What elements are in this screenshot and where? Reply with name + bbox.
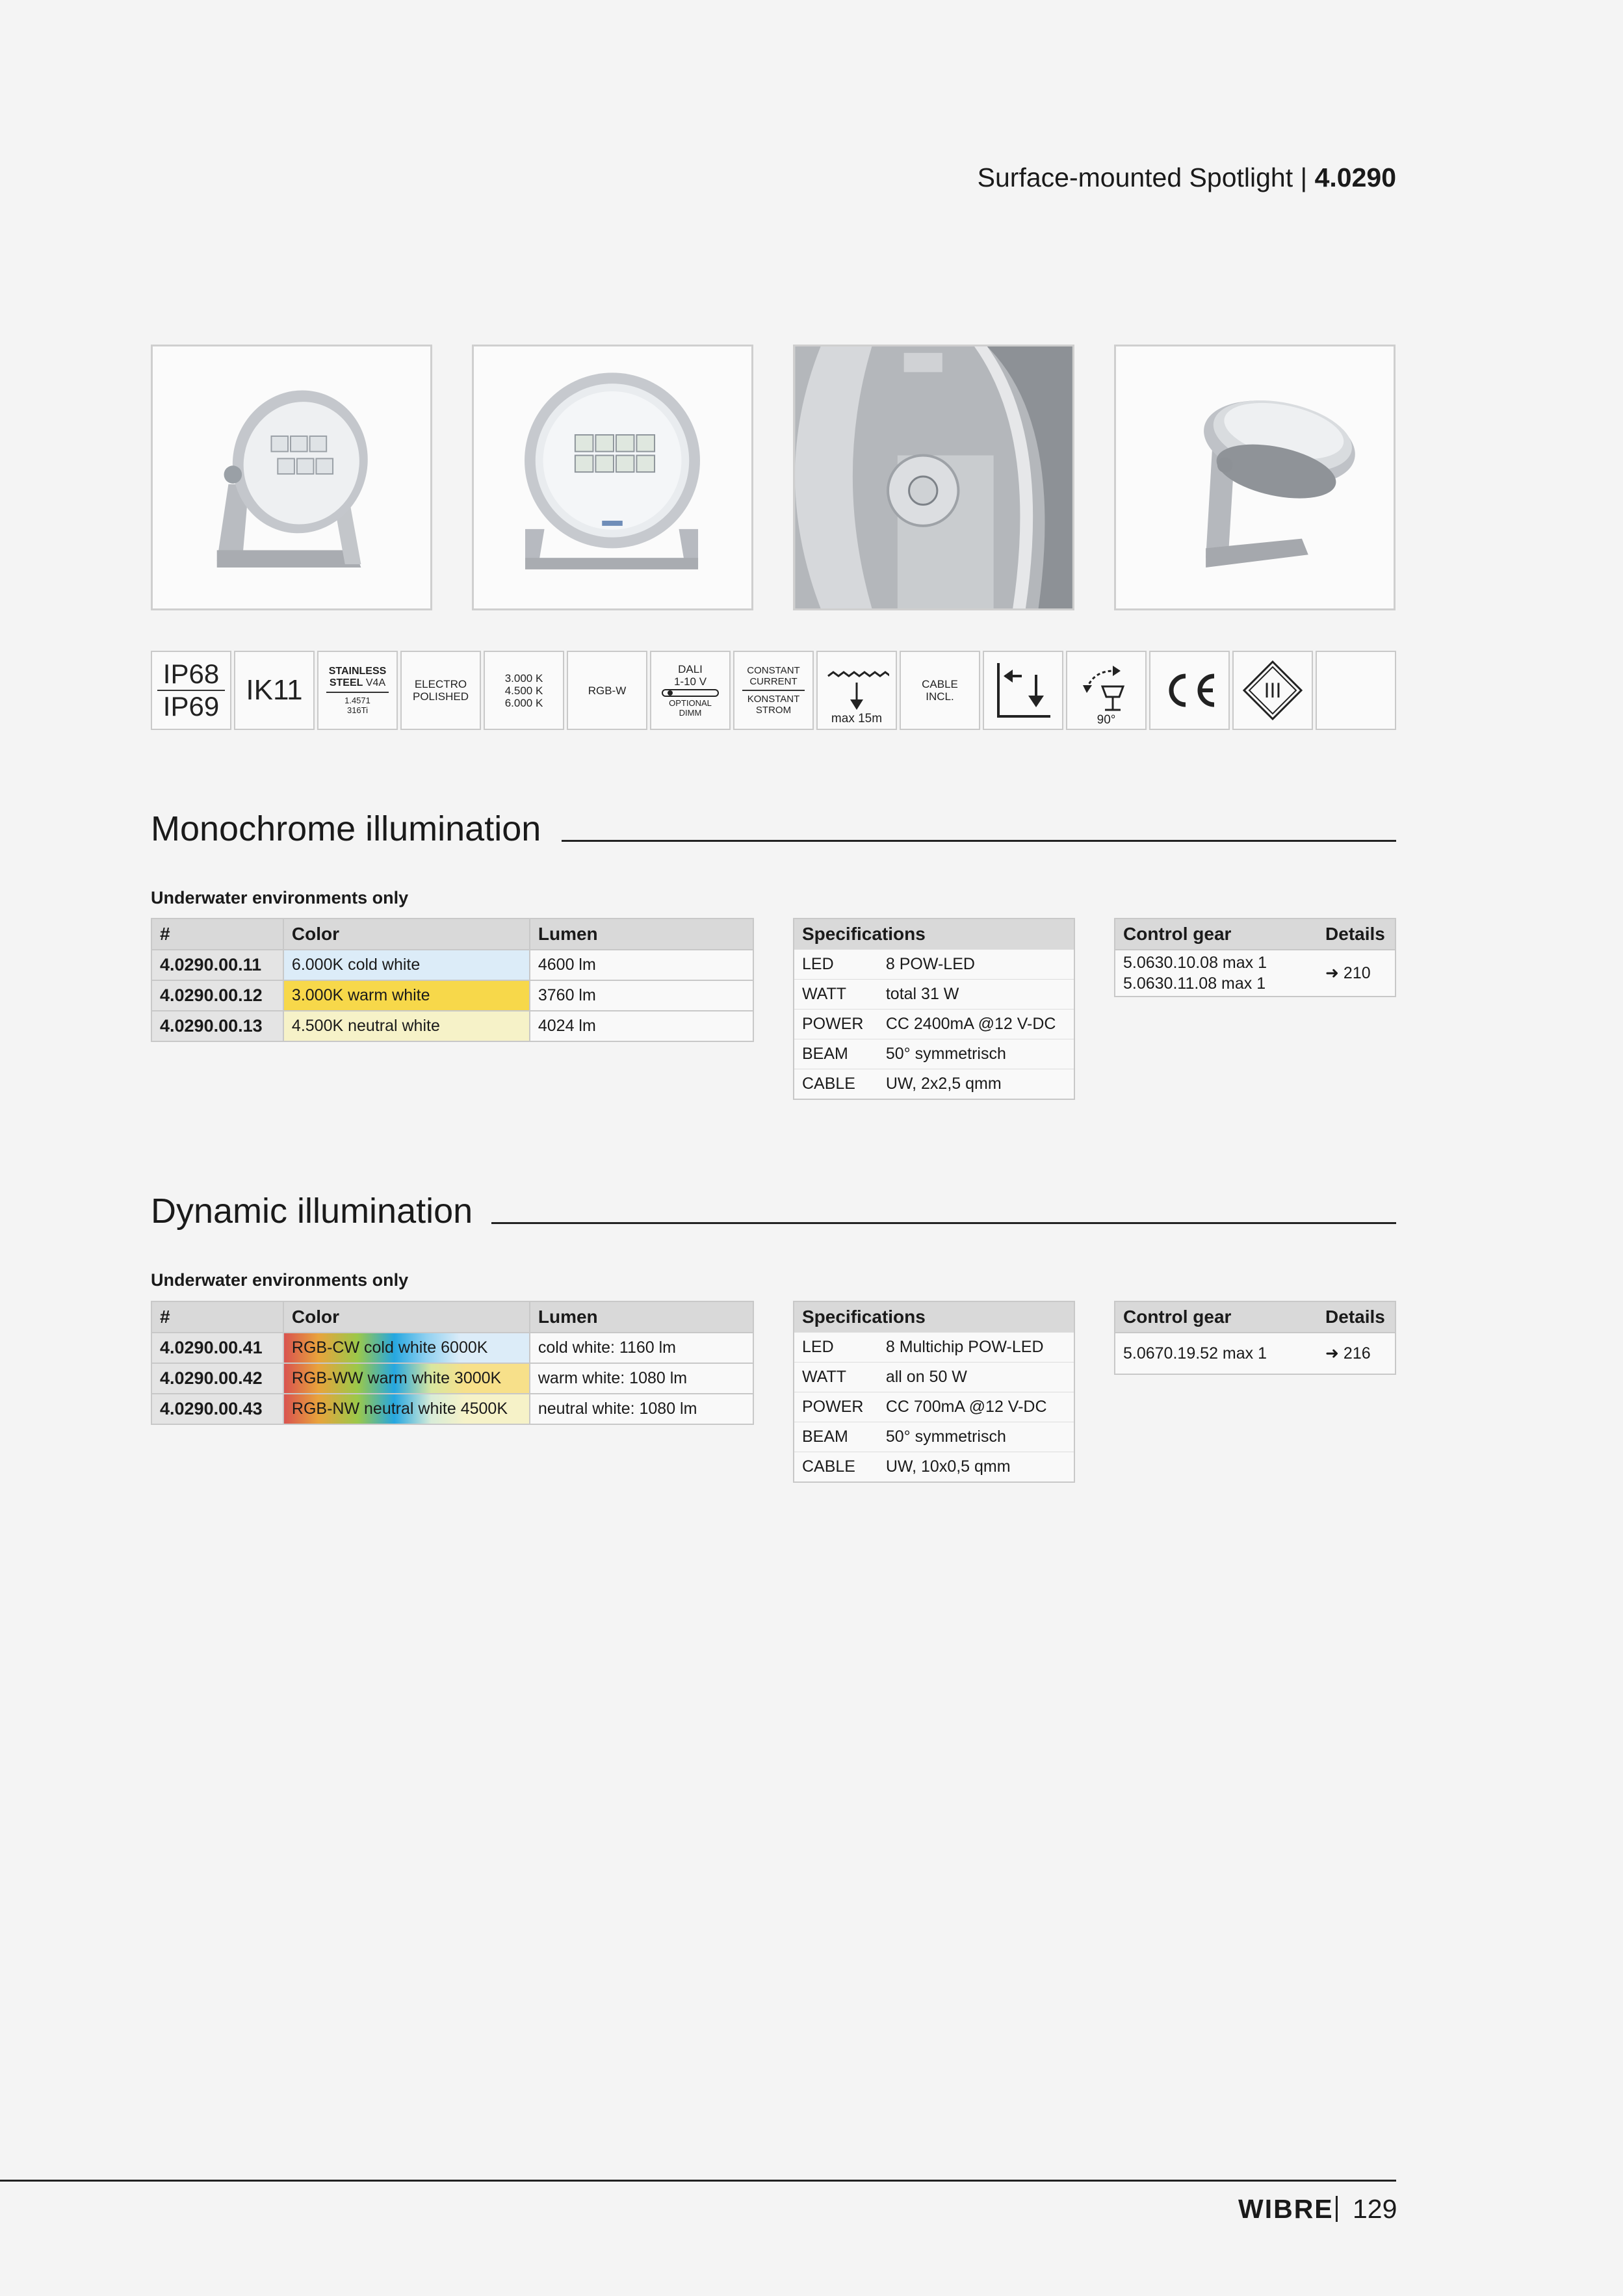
product-code: 4.0290 [1314, 163, 1396, 192]
table-row: 4.0290.00.41 RGB-CW cold white 6000K cold white: 1160 lm [151, 1333, 753, 1363]
product-photo-detail [793, 345, 1074, 610]
badge-ce [1149, 651, 1230, 730]
spec-row: POWER CC 2400mA @12 V-DC [794, 1010, 1074, 1039]
spec-row: CABLE UW, 2x2,5 qmm [794, 1069, 1074, 1100]
monochrome-specifications-table: Specifications LED 8 POW-LED WATT total 31 W POWER CC 2400mA @12 V-DC BEAM 50° symmetrisch CABLE UW, 2x2,5 qmm [793, 918, 1075, 1100]
product-type: Surface-mounted Spotlight [977, 163, 1293, 192]
product-photo-angled-left [151, 345, 432, 610]
page-number: 129 [1353, 2194, 1397, 2224]
badge-electro-polished: ELECTRO POLISHED [400, 651, 481, 730]
environment-note-monochrome: Underwater environments only [151, 888, 409, 907]
svg-text:CE: CE [1157, 664, 1158, 665]
badge-dali-dimming: DALI 1-10 V OPTIONAL DIMM [650, 651, 731, 730]
section-rule-monochrome [562, 840, 1396, 842]
table-row: 4.0290.00.13 4.500K neutral white 4024 lm [151, 1011, 753, 1041]
table-row: 5.0670.19.52 max 1 ➜ 216 [1115, 1333, 1396, 1374]
table-row: 4.0290.00.43 RGB-NW neutral white 4500K neutral white: 1080 lm [151, 1394, 753, 1424]
spec-row: LED 8 POW-LED [794, 950, 1074, 980]
table-row: 4.0290.00.11 6.000K cold white 4600 lm [151, 950, 753, 980]
section-rule-dynamic [491, 1222, 1396, 1224]
protection-class-iii-icon [1240, 658, 1305, 723]
badge-constant-current: CONSTANT CURRENT KONSTANT STROM [733, 651, 814, 730]
badge-ip-rating: IP68 IP69 [151, 651, 231, 730]
tilt-icon [1074, 663, 1139, 714]
badge-color-temperatures: 3.000 K 4.500 K 6.000 K [484, 651, 564, 730]
details-link[interactable]: ➜ 216 [1318, 1333, 1396, 1374]
dimmer-slider-icon [661, 688, 720, 698]
badge-empty [1316, 651, 1396, 730]
spec-row: CABLE UW, 10x0,5 qmm [794, 1452, 1074, 1483]
svg-text:III: III [1264, 679, 1282, 702]
spec-row: BEAM 50° symmetrisch [794, 1039, 1074, 1069]
spec-row: LED 8 Multichip POW-LED [794, 1333, 1074, 1363]
spec-row: WATT total 31 W [794, 980, 1074, 1010]
brand-logo: WIBRE [1238, 2194, 1334, 2224]
badge-mounting [983, 651, 1063, 730]
badge-stainless-steel: STAINLESS STEEL V4A 1.4571 316Ti [317, 651, 398, 730]
monochrome-products-table [151, 918, 754, 1042]
dynamic-specifications-table: Specifications LED 8 Multichip POW-LED WATT all on 50 W POWER CC 700mA @12 V-DC BEAM 50° symmetrisch CABLE UW, 10x0,5 qmm [793, 1301, 1075, 1483]
table-row: 4.0290.00.42 RGB-WW warm white 3000K warm white: 1080 lm [151, 1363, 753, 1394]
badge-ik-rating: IK11 [234, 651, 315, 730]
footer-separator [1336, 2196, 1338, 2222]
ce-mark-icon [1157, 664, 1222, 716]
col-header-lumen: Lumen [530, 919, 753, 950]
section-title-monochrome: Monochrome illumination [151, 809, 556, 849]
badge-protection-class [1232, 651, 1313, 730]
environment-note-dynamic: Underwater environments only [151, 1270, 409, 1290]
badge-rgbw: RGB-W [567, 651, 647, 730]
footer-rule [0, 2180, 1396, 2182]
badge-cable-included: CABLE INCL. [900, 651, 980, 730]
dynamic-control-gear-table: Control gear Details 5.0670.19.52 max 1 ➜ 216 [1114, 1301, 1396, 1375]
title-separator: | [1300, 163, 1308, 192]
dynamic-products-table: # Color Lumen 4.0290.00.41 RGB-CW cold white 6000K cold white: 1160 lm 4.0290.00.42 RGB-WW warm white 3000K warm white: 1080 lm 4.0290.00.43 RGB-NW neutral white 4500K neutral white: 1080 lm [151, 1301, 754, 1425]
col-header-color: Color [283, 919, 530, 950]
document-title [978, 163, 1396, 193]
table-row: 4.0290.00.12 3.000K warm white 3760 lm [151, 980, 753, 1011]
water-depth-icon [824, 667, 889, 712]
spec-row: POWER CC 700mA @12 V-DC [794, 1392, 1074, 1422]
spec-row: WATT all on 50 W [794, 1363, 1074, 1392]
table-row: 5.0630.10.08 max 1 5.0630.11.08 max 1 ➜ 210 [1115, 950, 1396, 997]
spec-row: BEAM 50° symmetrisch [794, 1422, 1074, 1452]
product-photo-angled-right [1114, 345, 1396, 610]
section-title-dynamic: Dynamic illumination [151, 1191, 488, 1231]
mounting-icon [991, 658, 1056, 723]
badge-water-depth: max 15m [816, 651, 897, 730]
badge-tilt: 90° [1066, 651, 1147, 730]
details-link[interactable]: ➜ 210 [1318, 950, 1396, 997]
col-header-code: # [151, 919, 283, 950]
monochrome-control-gear-table: Control gear Details 5.0630.10.08 max 1 5.0630.11.08 max 1 ➜ 210 [1114, 918, 1396, 997]
product-photo-front [472, 345, 753, 610]
